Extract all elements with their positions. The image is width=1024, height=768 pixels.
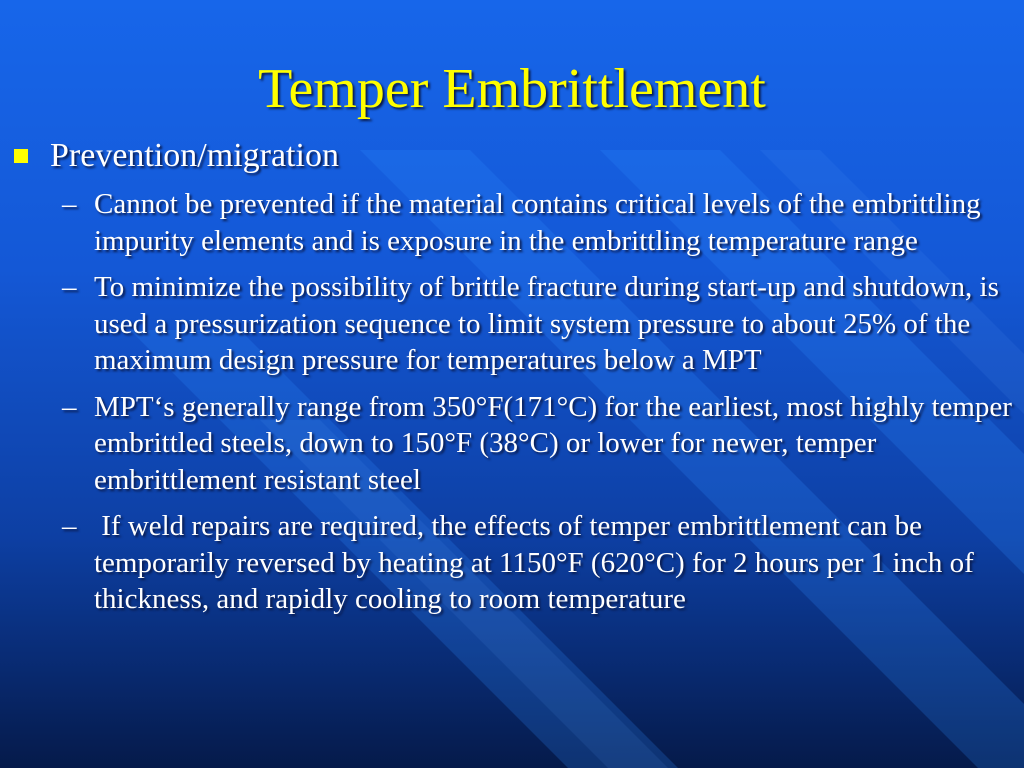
subbullet-item xyxy=(56,508,1018,618)
slide-title: Temper Embrittlement xyxy=(258,58,766,120)
subbullet-item xyxy=(56,186,1018,259)
subbullet-text: If weld repairs are required, the effects of temper embrittlement can be temporarily reversed by heating at 1150°F (620°C) for 2 hours per 1 inch of thickness, and rapidly cooling to room temperature xyxy=(94,510,982,615)
subbullet-item xyxy=(56,269,1018,379)
dash-bullet-icon: – xyxy=(62,510,77,542)
dash-bullet-icon: – xyxy=(62,271,77,303)
subbullet-text: Cannot be prevented if the material contains critical levels of the embrittling impurity elements and is exposure in the embrittling temperature range xyxy=(94,188,988,257)
dash-bullet-icon: – xyxy=(62,390,77,423)
subbullet-text: MPT‘s generally range from 350°F(171°C) for the earliest, most highly temper embrittled steels, down to 150°F (38°C) or lower for newer, temper embrittlement resistant steel xyxy=(94,390,1020,496)
main-bullet-text: Prevention/migration xyxy=(50,137,339,174)
dash-bullet-icon: – xyxy=(62,188,77,220)
square-bullet-icon xyxy=(14,149,28,163)
subbullet-list xyxy=(56,186,1018,628)
subbullet-item xyxy=(56,389,1018,499)
subbullet-text: To minimize the possibility of brittle fracture during start-up and shutdown, is used a pressurization sequence to limit system pressure to about 25% of the maximum design pressure for temperatures below a MPT xyxy=(94,271,1007,376)
